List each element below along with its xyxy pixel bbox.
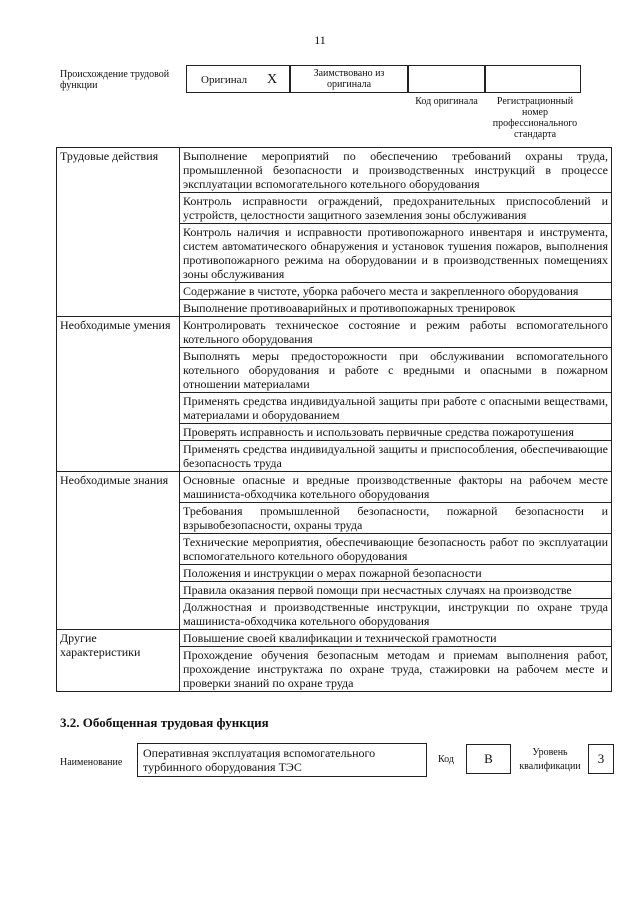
row-item-text: Должностная и производственные инструкции, инструкции по охране труда машиниста-обходчика котельного оборудования [180,599,612,630]
row-category-label: Трудовые действия [57,148,180,317]
section-title: 3.2. Обобщенная трудовая функция [60,715,269,730]
reg-caption: Регистрационный номер профессионального стандарта [492,96,578,140]
original-label: Оригинал [201,74,248,86]
row-item-text: Проверять исправность и использовать первичные средства пожаротушения [180,424,612,441]
row-item-text: Повышение своей квалификации и технической грамотности [180,630,612,647]
row-category-label: Другие характеристики [57,630,180,692]
original-mark: X [267,72,278,87]
borrowed-label: Заимствовано из оригинала [313,68,385,90]
origin-original-cell [186,65,290,93]
origin-borrowed-cell [290,65,408,93]
row-item-text: Содержание в чистоте, уборка рабочего места и закрепленного оборудования [180,283,612,300]
row-item-text: Требования промышленной безопасности, пожарной безопасности и взрывобезопасности, охраны труда [180,503,612,534]
row-item-text: Правила оказания первой помощи при несчастных случаях на производстве [180,582,612,599]
name-value: Оперативная эксплуатация вспомогательного турбинного оборудования ТЭС [137,743,427,777]
page-number: 11 [314,33,326,47]
row-item-text: Контролировать техническое состояние и режим работы вспомогательного котельного оборудования [180,317,612,348]
row-item-text: Контроль наличия и исправности противопожарного инвентаря и инструмента, систем автоматического обнаружения и установок тушения пожаров, выполнения противопожарного режима на оборудовании и в производственных помещениях зоны обслуживания [180,224,612,283]
name-label: Наименование [60,757,123,768]
row-item-text: Прохождение обучения безопасным методам и приемам выполнения работ, прохождение инструктажа по охране труда, стажировки на рабочем месте и проверки знаний по охране труда [180,647,612,692]
row-item-text: Применять средства индивидуальной защиты при работе с опасными веществами, материалами и оборудованием [180,393,612,424]
origin-reg-cell [485,65,581,93]
function-table [56,147,612,692]
origin-code-cell [408,65,485,93]
code-caption: Код оригинала [415,96,478,107]
level-label: Уровень квалификации [519,747,581,772]
row-category-label: Необходимые умения [57,317,180,472]
table-row [57,472,612,503]
level-value: 3 [588,744,614,774]
row-item-text: Контроль исправности ограждений, предохранительных приспособлений и устройств, целостности защитного заземления зоны обслуживания [180,193,612,224]
row-category-label: Необходимые знания [57,472,180,630]
row-item-text: Выполнение мероприятий по обеспечению требований охраны труда, промышленной безопасности и производственных инструкций в процессе эксплуатации вспомогательного котельного оборудования [180,148,612,193]
row-item-text: Положения и инструкции о мерах пожарной безопасности [180,565,612,582]
row-item-text: Основные опасные и вредные производственные факторы на рабочем месте машиниста-обходчика котельного оборудования [180,472,612,503]
code-value: В [466,744,511,774]
code-label: Код [438,754,454,765]
table-row [57,630,612,647]
row-item-text: Выполнение противоаварийных и противопожарных тренировок [180,300,612,317]
table-row [57,148,612,193]
row-item-text: Выполнять меры предосторожности при обслуживании вспомогательного котельного оборудования и работе с вредными и опасными в пожарном отношении материалами [180,348,612,393]
row-item-text: Применять средства индивидуальной защиты и приспособления, обеспечивающие безопасность труда [180,441,612,472]
table-row [57,317,612,348]
origin-label: Происхождение трудовой функции [60,69,170,91]
row-item-text: Технические мероприятия, обеспечивающие безопасность работ по эксплуатации вспомогательного котельного оборудования [180,534,612,565]
